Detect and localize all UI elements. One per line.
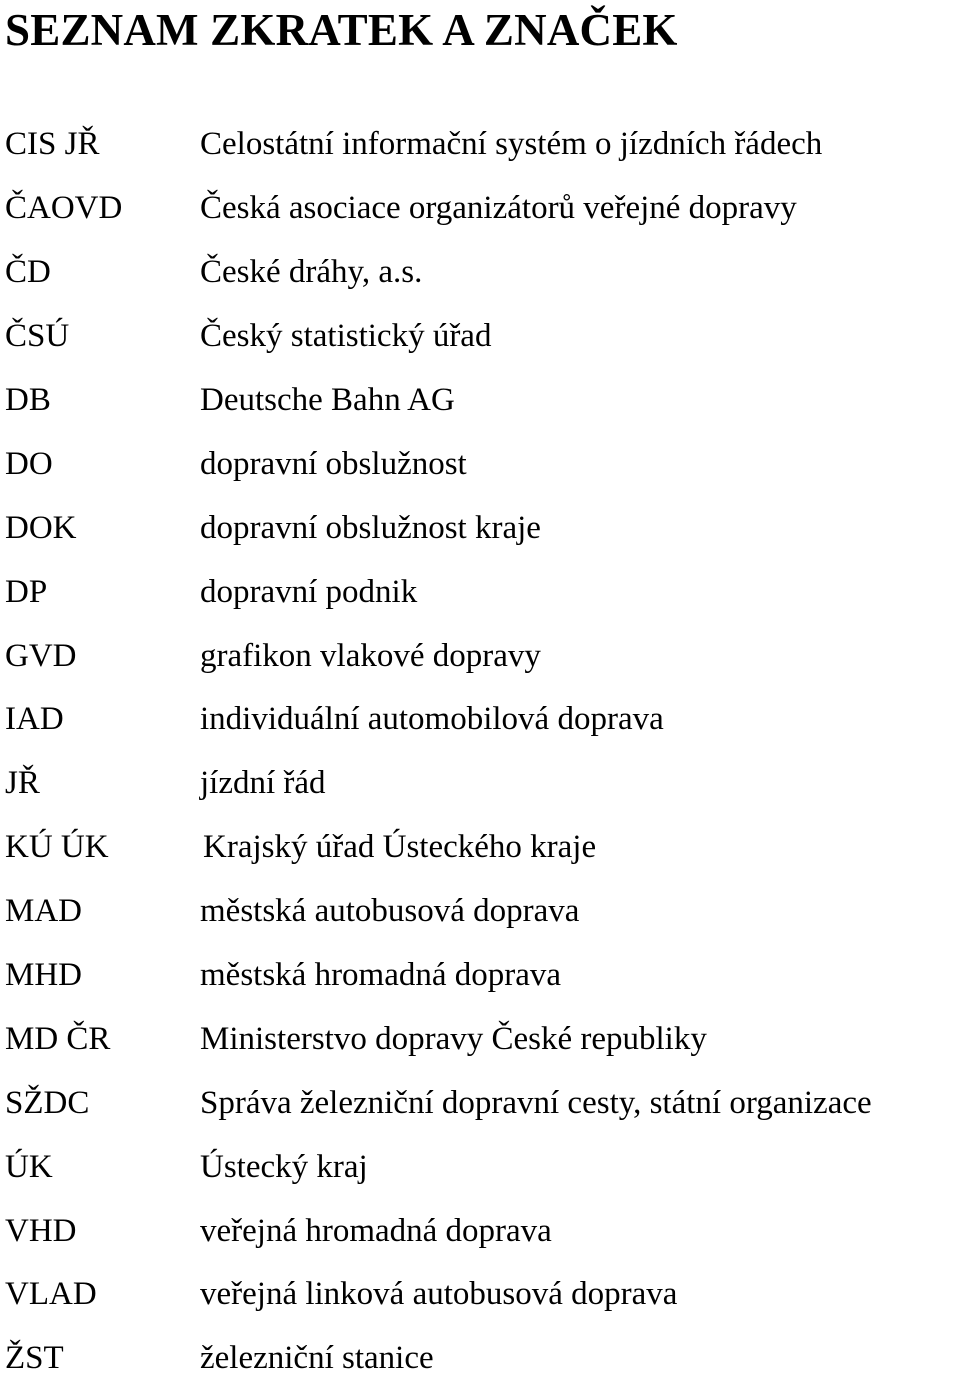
abbreviation: ŽST: [5, 1340, 64, 1377]
list-item: [0, 1327, 960, 1391]
list-item: [0, 432, 960, 496]
abbreviation-meaning: individuální automobilová doprava: [200, 701, 664, 738]
list-item: [0, 752, 960, 816]
abbreviation-meaning: městská hromadná doprava: [200, 957, 562, 994]
list-item: [0, 177, 960, 241]
list-item: [0, 1007, 960, 1071]
abbreviation: DB: [5, 382, 51, 418]
list-item: [0, 1263, 960, 1327]
list-item: [0, 1135, 960, 1199]
abbreviation-meaning: jízdní řád: [200, 765, 326, 802]
abbreviation-meaning: Krajský úřad Ústeckého kraje: [203, 829, 597, 866]
abbreviation-meaning: grafikon vlakové dopravy: [200, 637, 541, 674]
abbreviation: MAD: [5, 893, 83, 930]
list-item: [0, 624, 960, 688]
abbreviation-meaning: železniční stanice: [200, 1340, 434, 1377]
list-item: [0, 944, 960, 1008]
abbreviation: CIS JŘ: [5, 126, 100, 163]
abbreviation: KÚ ÚK: [5, 829, 109, 866]
abbreviation: ČD: [5, 254, 51, 291]
abbreviation-meaning: dopravní podnik: [200, 573, 418, 610]
abbreviation-meaning: veřejná hromadná doprava: [200, 1212, 552, 1249]
abbreviation: ÚK: [5, 1148, 53, 1185]
list-item: [0, 241, 960, 305]
abbreviation: MHD: [5, 957, 83, 994]
abbreviation-meaning: Ministerstvo dopravy České republiky: [200, 1020, 707, 1057]
abbreviation: MD ČR: [5, 1020, 111, 1057]
list-item: [0, 113, 960, 177]
abbreviation: SŽDC: [5, 1084, 90, 1121]
abbreviation: ČAOVD: [5, 190, 123, 227]
abbreviation: DP: [5, 573, 48, 610]
list-item: [0, 305, 960, 369]
list-item: [0, 816, 960, 880]
list-item: [0, 369, 960, 433]
list-item: [0, 688, 960, 752]
abbreviation: ČSÚ: [5, 318, 70, 355]
abbreviation-meaning: Český statistický úřad: [200, 318, 492, 355]
abbreviation-meaning: veřejná linková autobusová doprava: [200, 1276, 678, 1313]
abbreviation-meaning: Deutsche Bahn AG: [200, 382, 455, 418]
list-item: [0, 1071, 960, 1135]
list-item: [0, 560, 960, 624]
list-item: [0, 880, 960, 944]
page-title: SEZNAM ZKRATEK A ZNAČEK: [5, 5, 678, 55]
abbreviation-meaning: Česká asociace organizátorů veřejné dopravy: [200, 190, 797, 227]
abbreviation-meaning: městská autobusová doprava: [200, 893, 580, 930]
abbreviation-meaning: Ústecký kraj: [200, 1148, 368, 1185]
abbreviation-meaning: Správa železniční dopravní cesty, státní organizace: [200, 1084, 872, 1121]
list-item: [0, 496, 960, 560]
list-item: [0, 1199, 960, 1263]
abbreviation: VHD: [5, 1212, 77, 1249]
abbreviation: JŘ: [5, 765, 40, 802]
abbreviation: IAD: [5, 701, 64, 738]
abbreviation-meaning: Celostátní informační systém o jízdních řádech: [200, 126, 823, 163]
abbreviation: DOK: [5, 509, 77, 546]
abbreviation: VLAD: [5, 1276, 97, 1313]
abbreviation: GVD: [5, 637, 77, 674]
abbreviation: DO: [5, 445, 53, 482]
abbreviation-list: [0, 113, 960, 1391]
abbreviation-meaning: České dráhy, a.s.: [200, 254, 423, 291]
abbreviation-meaning: dopravní obslužnost: [200, 445, 467, 482]
abbreviation-meaning: dopravní obslužnost kraje: [200, 509, 541, 546]
